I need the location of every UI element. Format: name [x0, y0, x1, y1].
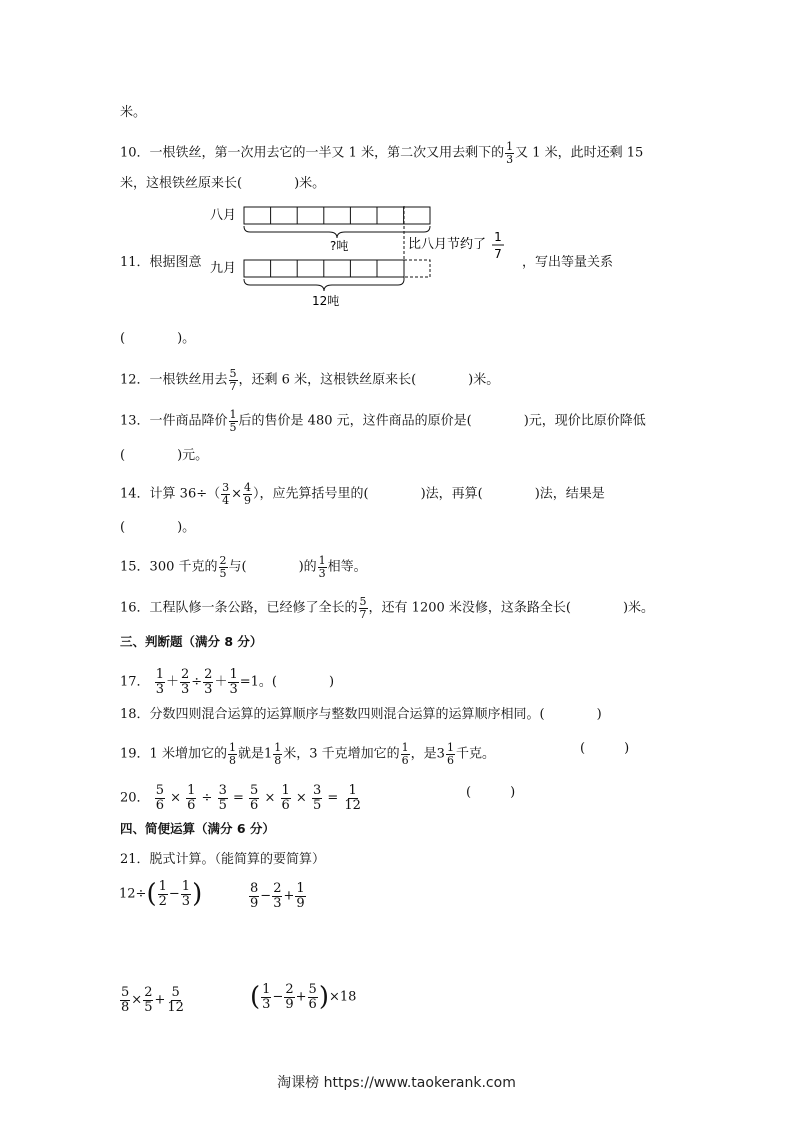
fraction: $\frac{1}{3}$ — [155, 667, 164, 697]
aug-bar — [244, 207, 430, 224]
fraction: $\frac{1}{3}$ — [181, 879, 191, 909]
fraction: $\frac{5}{12}$ — [167, 985, 184, 1015]
fraction: $\frac{1}{3}$ — [262, 982, 271, 1012]
question-16 — [120, 596, 654, 620]
q15-text-a: 15．300 千克的 — [120, 559, 218, 575]
aug-total: ?吨 — [330, 239, 349, 253]
q11-line-2: ( )。 — [120, 331, 196, 346]
expression-3: $\frac{5}{8}$ × $\frac{2}{5}$ + $\frac{5}{12}$ — [121, 985, 184, 1015]
q14-text-a: 14．计算 36÷（ — [120, 486, 221, 502]
q12-text-a: 12．一根铁丝用去 — [120, 372, 228, 388]
q19-text-c: 米，3 千克增加它的 — [283, 746, 400, 762]
question-12 — [120, 368, 499, 392]
question-21: 21．脱式计算。（能简算的要简算） — [120, 852, 326, 867]
footer-watermark: 淘课榜 https://www.taokerank.com — [277, 1075, 516, 1091]
question-15 — [120, 555, 367, 579]
fraction: $\frac{1}{5}$ — [229, 408, 237, 434]
q11-tail: ，写出等量关系 — [522, 255, 614, 270]
fraction: $\frac{1}{6}$ — [187, 783, 196, 813]
q12-text-b: ，还剩 6 米，这根铁丝原来长( )米。 — [238, 372, 500, 388]
fraction: $\frac{3}{5}$ — [218, 783, 227, 813]
q13-line-2: ( )元。 — [120, 448, 209, 463]
fraction: $\frac{2}{3}$ — [204, 667, 213, 697]
fraction: $\frac{2}{9}$ — [285, 982, 294, 1012]
text-line: 米。 — [120, 105, 147, 120]
q15-text-b: 与( )的 — [228, 559, 317, 575]
q13-text-b: 后的售价是 480 元，这件商品的原价是( )元，现价比原价降低 — [238, 413, 646, 429]
fraction: $\frac{1}{6}$ — [401, 741, 409, 767]
aug-label: 八月 — [210, 208, 237, 223]
q19-text-e: 千克。 — [455, 746, 495, 762]
expression-4: ( $\frac{1}{3}$ − $\frac{2}{9}$ + $\frac{5}{6}$ )×18 — [250, 982, 357, 1013]
question-17: 17． $\frac{1}{3}$ ＋ $\frac{2}{3}$ ÷ $\frac{2}{3}$ ＋ $\frac{1}{3}$ =1。( ) — [120, 667, 335, 697]
q15-text-c: 相等。 — [327, 559, 367, 575]
saved-cell-dashed — [404, 260, 430, 277]
sep-bar — [244, 260, 404, 277]
bar-diagram — [208, 200, 508, 312]
question-13 — [120, 409, 646, 433]
expression-1: 12÷( $\frac{1}{2}$ − $\frac{1}{3}$ ) — [119, 879, 203, 910]
q11-label: 11．根据图意 — [120, 255, 202, 270]
section-heading-calculation: 四、简便运算（满分 6 分） — [120, 821, 275, 836]
fraction: $\frac{1}{3}$ — [229, 667, 238, 697]
question-19: 19．1 米增加它的 $\frac{1}{8}$ 就是1 $\frac{1}{8}$ 米，3 千克增加它的 $\frac{1}{6}$ ，是3 $\frac{1}{6}$ 千克。 — [120, 741, 495, 767]
fraction: $\frac{5}{6}$ — [250, 783, 259, 813]
fraction: $\frac{1}{12}$ — [344, 783, 361, 813]
q19-text-d: ，是 — [410, 746, 437, 762]
note-numerator: 1 — [494, 230, 502, 244]
expression-2: $\frac{8}{9}$ − $\frac{2}{3}$ + $\frac{1}{9}$ — [250, 881, 305, 911]
note-text: 比八月节约了 — [408, 237, 487, 252]
fraction: $\frac{2}{3}$ — [180, 667, 190, 697]
q17-end: =1。( ) — [239, 674, 335, 690]
q16-text-a: 16．工程队修一条公路，已经修了全长的 — [120, 600, 358, 616]
fraction: $\frac{5}{6}$ — [308, 982, 317, 1012]
times-sign: × — [231, 486, 243, 502]
fraction: $\frac{2}{3}$ — [273, 881, 282, 911]
aug-brace — [244, 226, 430, 238]
question-10 — [120, 141, 643, 165]
note-denominator: 7 — [494, 247, 502, 261]
section-heading-judgement: 三、判断题（满分 8 分） — [120, 634, 263, 649]
fraction: $\frac{4}{9}$ — [244, 481, 252, 507]
sep-label: 九月 — [210, 261, 237, 276]
sep-total: 12吨 — [312, 294, 340, 308]
q17-number: 17． — [120, 674, 150, 690]
q10-text-a: 10．一根铁丝，第一次用去它的一半又 1 米，第二次又用去剩下的 — [120, 145, 505, 161]
fraction: $\frac{8}{9}$ — [250, 881, 259, 911]
fraction: $\frac{1}{2}$ — [158, 879, 167, 909]
question-20: 20． $\frac{5}{6}$ × $\frac{1}{6}$ ÷ $\frac{3}{5}$ = $\frac{5}{6}$ × $\frac{1}{6}$ × $\frac{3}{5}$ = $\frac{1}{12}$ — [120, 783, 361, 813]
fraction: $\frac{3}{4}$ — [222, 481, 230, 507]
q16-text-b: ，还有 1200 米没修，这条路全长( )米。 — [368, 600, 655, 616]
fraction: $\frac{1}{3}$ — [318, 554, 326, 580]
q13-text-a: 13．一件商品降价 — [120, 413, 228, 429]
fraction: $\frac{2}{5}$ — [144, 985, 153, 1015]
fraction: $\frac{1}{6}$ — [281, 783, 290, 813]
q14-line-2: ( )。 — [120, 520, 196, 535]
q20-number: 20． — [120, 790, 150, 806]
fraction: $\frac{1}{6}$ — [446, 741, 454, 767]
fraction: $\frac{5}{7}$ — [359, 595, 367, 621]
q10-text-b: 又 1 米，此时还剩 15 — [515, 145, 644, 161]
fraction: $\frac{5}{8}$ — [121, 985, 130, 1015]
fraction: $\frac{1}{3}$ — [506, 140, 514, 166]
q19-text-a: 19．1 米增加它的 — [120, 746, 227, 762]
question-14 — [120, 482, 605, 506]
fraction: $\frac{1}{8}$ — [274, 741, 282, 767]
q10-line-2: 米，这根铁丝原来长( )米。 — [120, 176, 326, 191]
fraction: $\frac{1}{8}$ — [228, 741, 236, 767]
fraction: $\frac{2}{5}$ — [219, 554, 227, 580]
q14-text-b: ），应先算括号里的( )法，再算( )法，结果是 — [253, 486, 605, 502]
q19-text-b: 就是 — [237, 746, 264, 762]
fraction: $\frac{5}{6}$ — [155, 783, 164, 813]
q20-answer-paren: ( ) — [466, 785, 516, 800]
fraction: $\frac{3}{5}$ — [312, 783, 322, 813]
fraction: $\frac{5}{7}$ — [229, 367, 237, 393]
sep-brace — [244, 279, 404, 291]
question-18: 18．分数四则混合运算的运算顺序与整数四则混合运算的运算顺序相同。( ) — [120, 707, 602, 722]
q19-answer-paren: ( ) — [580, 741, 630, 756]
fraction: $\frac{1}{9}$ — [296, 881, 305, 911]
